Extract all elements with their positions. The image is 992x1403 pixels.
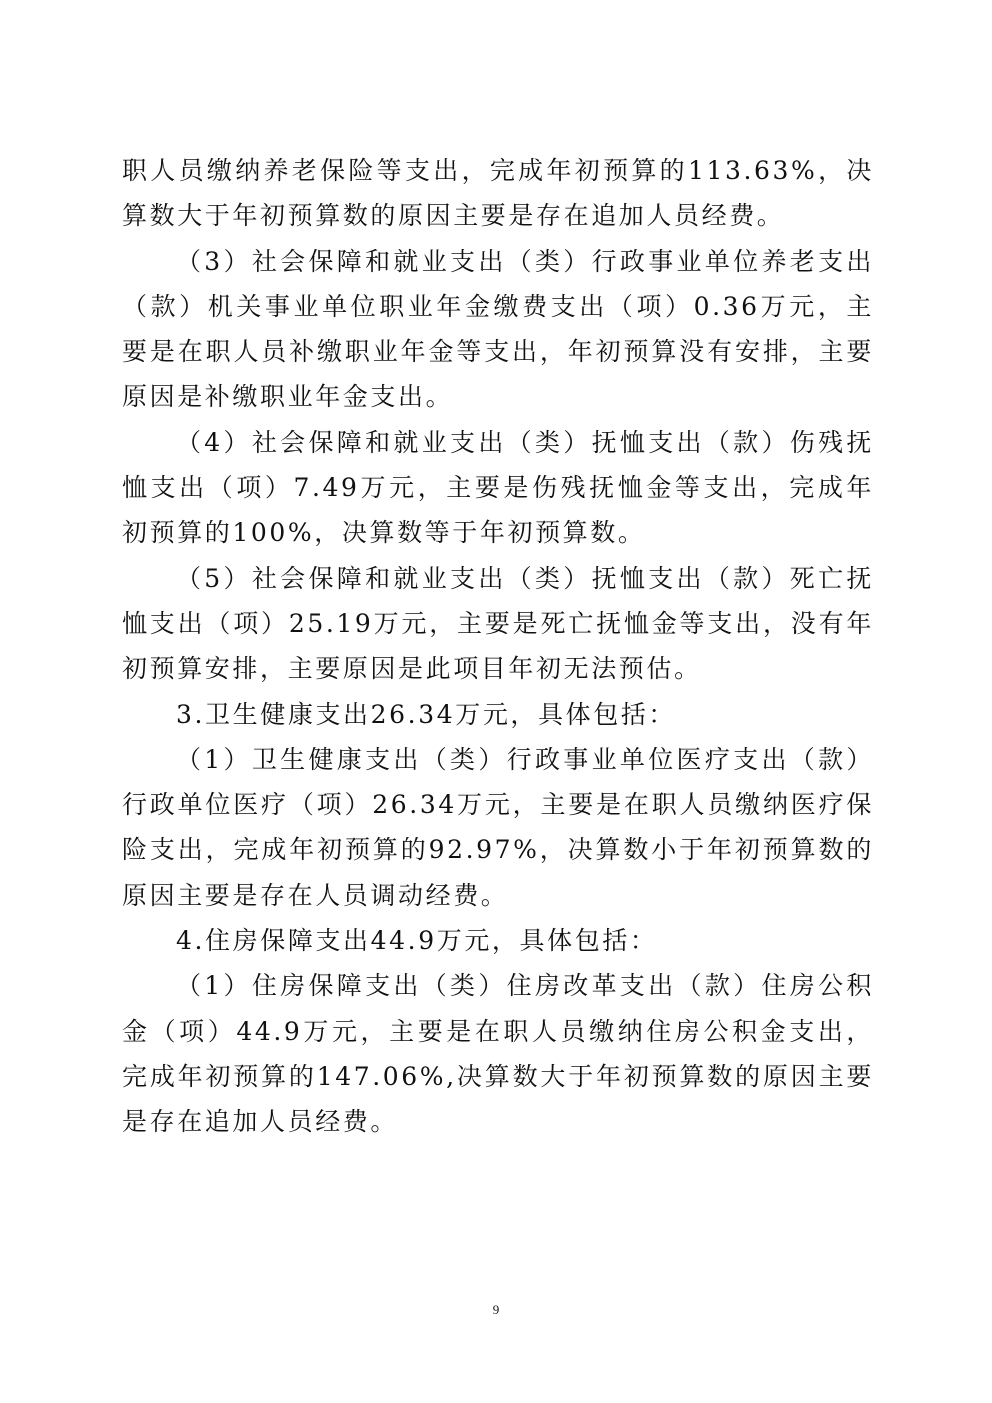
document-body [122, 148, 874, 1145]
paragraph-item-5-death-pension: （5）社会保障和就业支出（类）抚恤支出（款）死亡抚恤支出（项）25.19万元，主要是死亡抚恤金等支出，没有年初预算安排，主要原因是此项目年初无法预估。 [122, 563, 874, 684]
paragraph-item-3-pension-annuity: （3）社会保障和就业支出（类）行政事业单位养老支出（款）机关事业单位职业年金缴费支出（项）0.36万元，主要是在职人员补缴职业年金等支出，年初预算没有安排，主要原因是补缴职业年金支出。 [122, 246, 874, 412]
paragraph-item-4-disability-pension: （4）社会保障和就业支出（类）抚恤支出（款）伤残抚恤支出（项）7.49万元，主要是伤残抚恤金等支出，完成年初预算的100%，决算数等于年初预算数。 [122, 427, 874, 548]
paragraph-health-item-1: （1）卫生健康支出（类）行政事业单位医疗支出（款）行政单位医疗（项）26.34万元，主要是在职人员缴纳医疗保险支出，完成年初预算的92.97%，决算数小于年初预算数的原因主要是存在人员调动经费。 [122, 744, 874, 910]
paragraph-continuation: 职人员缴纳养老保险等支出，完成年初预算的113.63%，决算数大于年初预算数的原因主要是存在追加人员经费。 [122, 156, 874, 231]
section-heading-health: 3.卫生健康支出26.34万元，具体包括： [176, 699, 677, 729]
section-heading-housing: 4.住房保障支出44.9万元，具体包括： [176, 926, 658, 956]
page-number: 9 [492, 1302, 500, 1317]
paragraph-housing-item-1: （1）住房保障支出（类）住房改革支出（款）住房公积金（项）44.9万元，主要是在职人员缴纳住房公积金支出，完成年初预算的147.06%,决算数大于年初预算数的原因主要是存在追加人员经费。 [122, 971, 874, 1137]
